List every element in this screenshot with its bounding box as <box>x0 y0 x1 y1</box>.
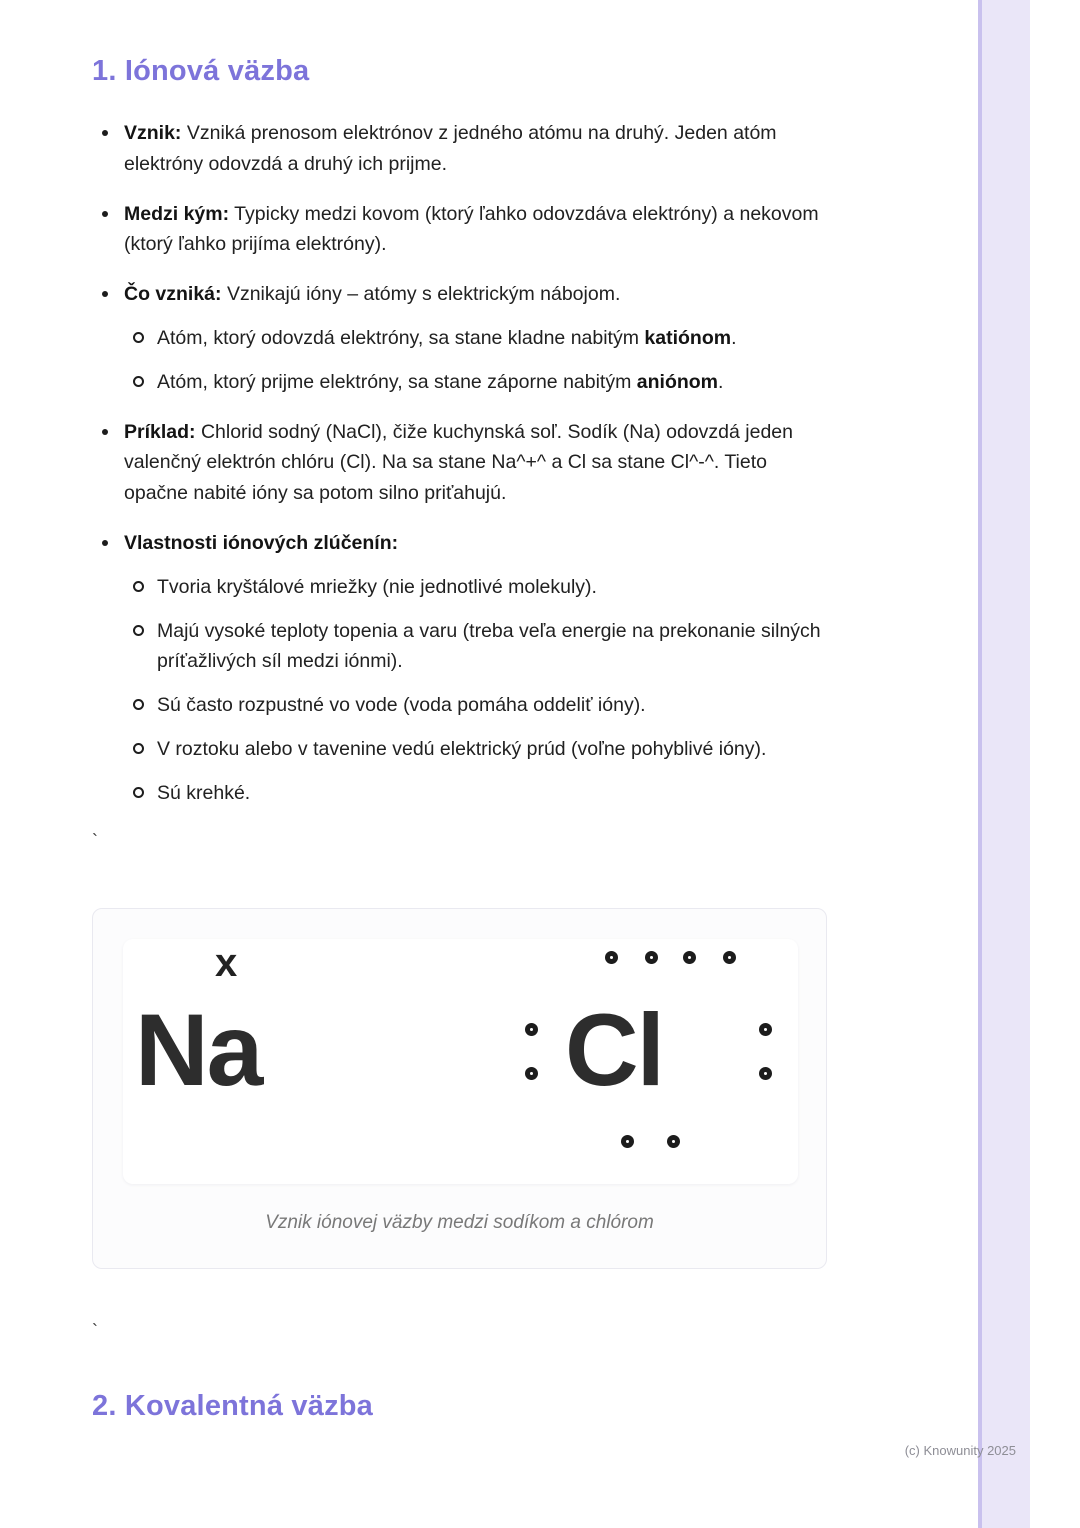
list-item-text: Typicky medzi kovom (ktorý ľahko odovzdáva elektróny) a nekovom (ktorý ľahko prijíma elektróny). <box>124 202 819 256</box>
chlorine-symbol: Cl <box>565 992 663 1107</box>
list-item-vlastnosti <box>92 528 827 809</box>
stray-backtick-1: ` <box>92 830 98 851</box>
electron-dot <box>621 1135 634 1148</box>
copyright-notice: (c) Knowunity 2025 <box>904 1443 1016 1458</box>
sub-item-text: Sú často rozpustné vo vode (voda pomáha oddeliť ióny). <box>157 694 646 717</box>
list-item-co-vznika <box>92 279 827 397</box>
section-1-title: 1. Iónová väzba <box>92 55 310 87</box>
sodium-valence-electron-x: x <box>215 940 238 985</box>
sub-item-bold: katiónom <box>644 326 732 349</box>
list-item-lead: Príklad: <box>124 420 196 443</box>
electron-dot <box>525 1023 538 1036</box>
page-margin-band <box>978 0 1030 1528</box>
sub-item-text: Tvoria kryštálové mriežky (nie jednotlivé molekuly). <box>157 575 597 598</box>
bullet-list <box>92 118 827 809</box>
list-item-lead: Čo vzniká: <box>124 283 222 306</box>
sub-list-item-rozpustne <box>124 690 827 721</box>
list-item-lead: Vznik: <box>124 122 182 144</box>
sub-item-text: Atóm, ktorý odovzdá elektróny, sa stane kladne nabitým <box>157 326 645 349</box>
sub-list-item-krehke <box>124 778 827 809</box>
sub-item-tail: . <box>731 326 737 349</box>
section-2-title: 2. Kovalentná väzba <box>92 1389 374 1422</box>
list-item-text: Chlorid sodný (NaCl), čiže kuchynská soľ. Sodík (Na) odovzdá jeden valenčný elektrón chlóru (Cl). Na sa stane Na^+^ a Cl sa stane Cl^-^. Tieto opačne nabité ióny sa potom silno priťahujú. <box>124 420 793 505</box>
stray-backtick-2: ` <box>92 1320 98 1341</box>
electron-dot <box>723 951 736 964</box>
list-item-text: Vznikajú ióny – atómy s elektrickým nábojom. <box>221 283 621 306</box>
list-item-vznik <box>92 118 827 180</box>
figure-caption: Vznik iónovej väzby medzi sodíkom a chlórom <box>265 1211 654 1233</box>
lewis-structure-diagram <box>123 939 798 1184</box>
sub-list-item-teploty <box>124 616 827 678</box>
electron-dot <box>759 1067 772 1080</box>
sub-list-item-kation <box>124 323 827 354</box>
sodium-symbol: Na <box>135 992 262 1107</box>
electron-dot <box>525 1067 538 1080</box>
sub-item-text: Majú vysoké teploty topenia a varu (treba veľa energie na prekonanie silných príťažlivých síl medzi iónmi). <box>157 619 821 673</box>
electron-dot <box>605 951 618 964</box>
sub-item-text: Sú krehké. <box>157 781 251 804</box>
figure-card <box>92 908 827 1269</box>
electron-dot <box>667 1135 680 1148</box>
list-item-priklad <box>92 417 827 509</box>
sub-item-text: V roztoku alebo v tavenine vedú elektrický prúd (voľne pohyblivé ióny). <box>157 737 767 760</box>
sub-list-item-anion <box>124 367 827 398</box>
sub-item-tail: . <box>718 370 724 393</box>
list-item-lead: Vlastnosti iónových zlúčenín: <box>124 531 399 554</box>
sub-item-bold: aniónom <box>636 370 719 393</box>
list-item-medzi-kym <box>92 199 827 261</box>
sub-list-item-prud <box>124 734 827 765</box>
list-item-text: Vzniká prenosom elektrónov z jedného atómu na druhý. Jeden atóm elektróny odovzdá a druhý ich prijme. <box>124 122 777 175</box>
list-item-lead: Medzi kým: <box>124 202 230 225</box>
sub-list-item-mriezky <box>124 572 827 603</box>
electron-dot <box>645 951 658 964</box>
sub-item-text: Atóm, ktorý prijme elektróny, sa stane záporne nabitým <box>157 370 637 393</box>
electron-dot <box>759 1023 772 1036</box>
electron-dot <box>683 951 696 964</box>
